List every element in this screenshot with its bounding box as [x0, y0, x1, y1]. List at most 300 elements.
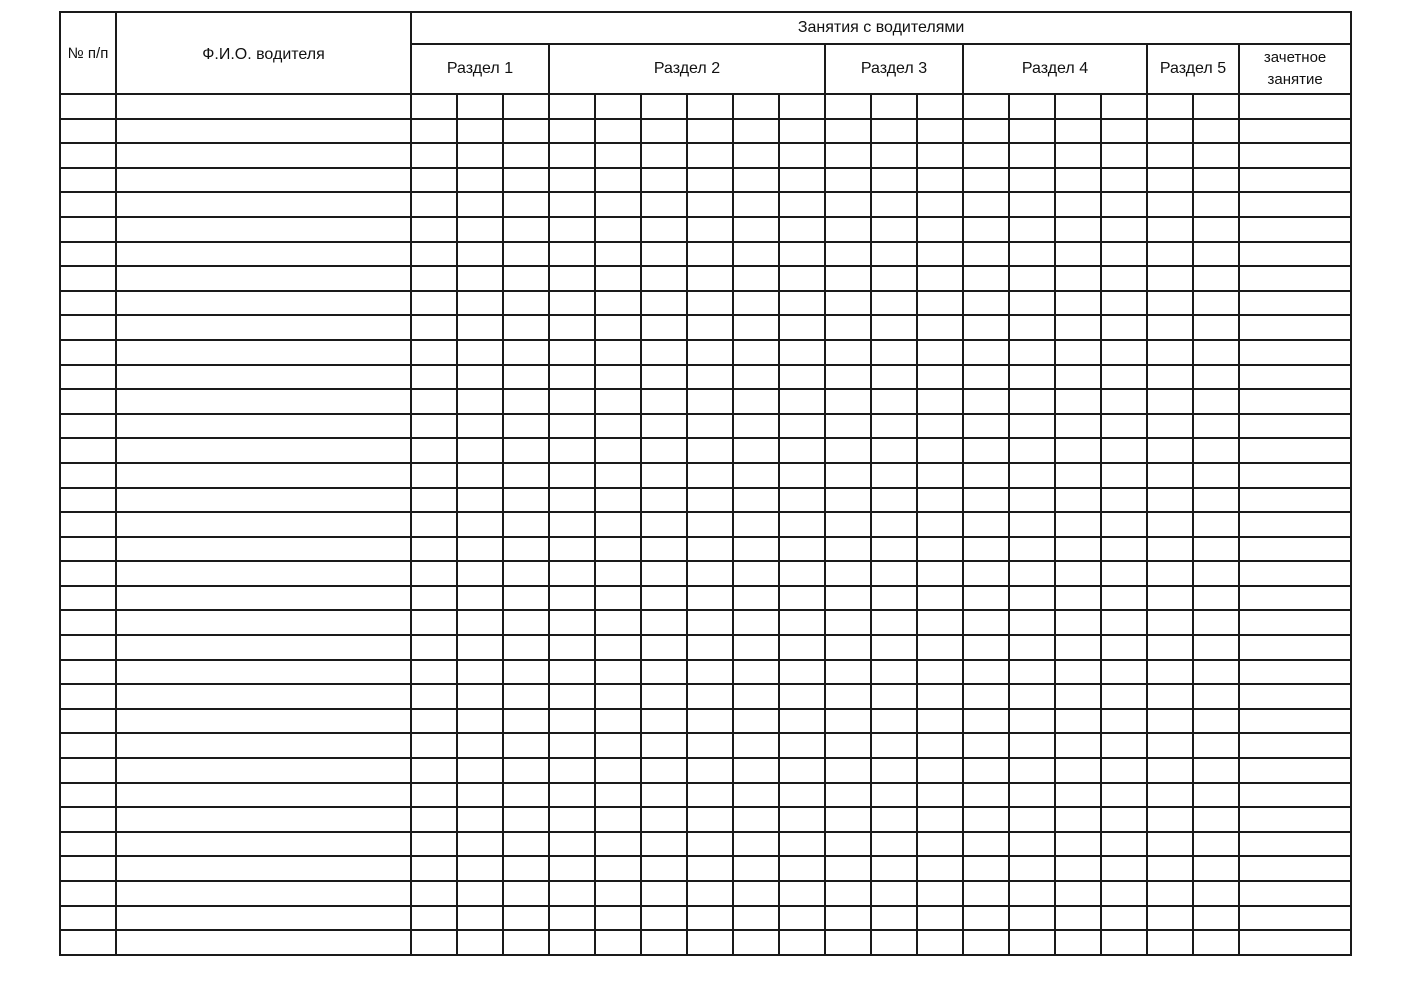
lesson-cell[interactable] — [549, 438, 595, 463]
lesson-cell[interactable] — [457, 414, 503, 439]
lesson-cell[interactable] — [411, 242, 457, 267]
lesson-cell[interactable] — [549, 856, 595, 881]
lesson-cell[interactable] — [503, 512, 549, 537]
lesson-cell[interactable] — [503, 537, 549, 562]
lesson-cell[interactable] — [917, 242, 963, 267]
lesson-cell[interactable] — [1193, 119, 1239, 144]
lesson-cell[interactable] — [595, 807, 641, 832]
lesson-cell[interactable] — [1193, 463, 1239, 488]
lesson-cell[interactable] — [595, 365, 641, 390]
lesson-cell[interactable] — [641, 365, 687, 390]
lesson-cell[interactable] — [825, 512, 871, 537]
lesson-cell[interactable] — [871, 340, 917, 365]
lesson-cell[interactable] — [687, 340, 733, 365]
lesson-cell[interactable] — [871, 930, 917, 955]
lesson-cell[interactable] — [963, 463, 1009, 488]
row-number-cell[interactable] — [60, 488, 116, 513]
lesson-cell[interactable] — [825, 758, 871, 783]
final-lesson-cell[interactable] — [1239, 119, 1351, 144]
lesson-cell[interactable] — [963, 94, 1009, 119]
lesson-cell[interactable] — [1193, 807, 1239, 832]
lesson-cell[interactable] — [1147, 930, 1193, 955]
lesson-cell[interactable] — [549, 733, 595, 758]
row-number-cell[interactable] — [60, 610, 116, 635]
lesson-cell[interactable] — [503, 709, 549, 734]
lesson-cell[interactable] — [1193, 684, 1239, 709]
lesson-cell[interactable] — [1193, 881, 1239, 906]
lesson-cell[interactable] — [1009, 783, 1055, 808]
lesson-cell[interactable] — [549, 315, 595, 340]
lesson-cell[interactable] — [779, 389, 825, 414]
lesson-cell[interactable] — [687, 610, 733, 635]
lesson-cell[interactable] — [1055, 733, 1101, 758]
lesson-cell[interactable] — [963, 266, 1009, 291]
lesson-cell[interactable] — [825, 832, 871, 857]
lesson-cell[interactable] — [1193, 635, 1239, 660]
lesson-cell[interactable] — [549, 561, 595, 586]
row-number-cell[interactable] — [60, 291, 116, 316]
lesson-cell[interactable] — [457, 783, 503, 808]
lesson-cell[interactable] — [779, 488, 825, 513]
lesson-cell[interactable] — [549, 807, 595, 832]
lesson-cell[interactable] — [457, 365, 503, 390]
row-number-cell[interactable] — [60, 143, 116, 168]
lesson-cell[interactable] — [595, 832, 641, 857]
driver-name-cell[interactable] — [116, 610, 411, 635]
lesson-cell[interactable] — [1147, 733, 1193, 758]
lesson-cell[interactable] — [549, 758, 595, 783]
lesson-cell[interactable] — [779, 832, 825, 857]
row-number-cell[interactable] — [60, 684, 116, 709]
lesson-cell[interactable] — [917, 94, 963, 119]
lesson-cell[interactable] — [411, 365, 457, 390]
lesson-cell[interactable] — [779, 906, 825, 931]
lesson-cell[interactable] — [1009, 561, 1055, 586]
lesson-cell[interactable] — [825, 365, 871, 390]
lesson-cell[interactable] — [595, 512, 641, 537]
lesson-cell[interactable] — [1055, 315, 1101, 340]
lesson-cell[interactable] — [687, 709, 733, 734]
lesson-cell[interactable] — [549, 119, 595, 144]
final-lesson-cell[interactable] — [1239, 930, 1351, 955]
lesson-cell[interactable] — [825, 119, 871, 144]
lesson-cell[interactable] — [1193, 365, 1239, 390]
lesson-cell[interactable] — [733, 365, 779, 390]
lesson-cell[interactable] — [733, 930, 779, 955]
lesson-cell[interactable] — [825, 438, 871, 463]
lesson-cell[interactable] — [779, 242, 825, 267]
lesson-cell[interactable] — [871, 192, 917, 217]
lesson-cell[interactable] — [779, 684, 825, 709]
lesson-cell[interactable] — [549, 143, 595, 168]
lesson-cell[interactable] — [1055, 856, 1101, 881]
row-number-cell[interactable] — [60, 217, 116, 242]
lesson-cell[interactable] — [457, 143, 503, 168]
lesson-cell[interactable] — [595, 709, 641, 734]
lesson-cell[interactable] — [871, 315, 917, 340]
lesson-cell[interactable] — [595, 684, 641, 709]
lesson-cell[interactable] — [1101, 758, 1147, 783]
lesson-cell[interactable] — [549, 242, 595, 267]
final-lesson-cell[interactable] — [1239, 807, 1351, 832]
lesson-cell[interactable] — [871, 365, 917, 390]
lesson-cell[interactable] — [779, 856, 825, 881]
lesson-cell[interactable] — [871, 758, 917, 783]
lesson-cell[interactable] — [917, 463, 963, 488]
lesson-cell[interactable] — [687, 365, 733, 390]
lesson-cell[interactable] — [549, 414, 595, 439]
lesson-cell[interactable] — [1101, 512, 1147, 537]
lesson-cell[interactable] — [1009, 414, 1055, 439]
lesson-cell[interactable] — [825, 635, 871, 660]
lesson-cell[interactable] — [1055, 660, 1101, 685]
lesson-cell[interactable] — [1101, 94, 1147, 119]
lesson-cell[interactable] — [503, 365, 549, 390]
lesson-cell[interactable] — [733, 242, 779, 267]
lesson-cell[interactable] — [871, 389, 917, 414]
lesson-cell[interactable] — [1147, 684, 1193, 709]
driver-name-cell[interactable] — [116, 733, 411, 758]
lesson-cell[interactable] — [687, 266, 733, 291]
lesson-cell[interactable] — [825, 660, 871, 685]
lesson-cell[interactable] — [457, 94, 503, 119]
lesson-cell[interactable] — [641, 512, 687, 537]
lesson-cell[interactable] — [687, 512, 733, 537]
lesson-cell[interactable] — [733, 488, 779, 513]
lesson-cell[interactable] — [825, 906, 871, 931]
lesson-cell[interactable] — [595, 537, 641, 562]
lesson-cell[interactable] — [917, 783, 963, 808]
lesson-cell[interactable] — [503, 586, 549, 611]
lesson-cell[interactable] — [917, 365, 963, 390]
lesson-cell[interactable] — [641, 168, 687, 193]
lesson-cell[interactable] — [1147, 586, 1193, 611]
row-number-cell[interactable] — [60, 807, 116, 832]
lesson-cell[interactable] — [457, 488, 503, 513]
lesson-cell[interactable] — [1193, 143, 1239, 168]
lesson-cell[interactable] — [1055, 709, 1101, 734]
lesson-cell[interactable] — [871, 807, 917, 832]
lesson-cell[interactable] — [917, 709, 963, 734]
lesson-cell[interactable] — [1055, 463, 1101, 488]
lesson-cell[interactable] — [411, 881, 457, 906]
lesson-cell[interactable] — [641, 832, 687, 857]
lesson-cell[interactable] — [1147, 365, 1193, 390]
lesson-cell[interactable] — [1147, 488, 1193, 513]
final-lesson-cell[interactable] — [1239, 856, 1351, 881]
lesson-cell[interactable] — [411, 192, 457, 217]
lesson-cell[interactable] — [641, 340, 687, 365]
lesson-cell[interactable] — [687, 488, 733, 513]
lesson-cell[interactable] — [503, 906, 549, 931]
lesson-cell[interactable] — [871, 783, 917, 808]
lesson-cell[interactable] — [1009, 832, 1055, 857]
lesson-cell[interactable] — [687, 414, 733, 439]
row-number-cell[interactable] — [60, 758, 116, 783]
row-number-cell[interactable] — [60, 733, 116, 758]
lesson-cell[interactable] — [1193, 537, 1239, 562]
row-number-cell[interactable] — [60, 463, 116, 488]
final-lesson-cell[interactable] — [1239, 783, 1351, 808]
lesson-cell[interactable] — [641, 315, 687, 340]
lesson-cell[interactable] — [871, 414, 917, 439]
lesson-cell[interactable] — [1101, 561, 1147, 586]
lesson-cell[interactable] — [733, 291, 779, 316]
lesson-cell[interactable] — [733, 217, 779, 242]
lesson-cell[interactable] — [1147, 807, 1193, 832]
lesson-cell[interactable] — [825, 242, 871, 267]
lesson-cell[interactable] — [457, 906, 503, 931]
lesson-cell[interactable] — [917, 143, 963, 168]
lesson-cell[interactable] — [1193, 389, 1239, 414]
final-lesson-cell[interactable] — [1239, 340, 1351, 365]
lesson-cell[interactable] — [917, 340, 963, 365]
lesson-cell[interactable] — [1009, 340, 1055, 365]
driver-name-cell[interactable] — [116, 463, 411, 488]
row-number-cell[interactable] — [60, 930, 116, 955]
lesson-cell[interactable] — [641, 143, 687, 168]
lesson-cell[interactable] — [1009, 192, 1055, 217]
lesson-cell[interactable] — [1055, 266, 1101, 291]
lesson-cell[interactable] — [687, 783, 733, 808]
lesson-cell[interactable] — [825, 291, 871, 316]
lesson-cell[interactable] — [963, 217, 1009, 242]
lesson-cell[interactable] — [1055, 783, 1101, 808]
lesson-cell[interactable] — [825, 168, 871, 193]
lesson-cell[interactable] — [871, 537, 917, 562]
lesson-cell[interactable] — [871, 119, 917, 144]
lesson-cell[interactable] — [1101, 365, 1147, 390]
lesson-cell[interactable] — [963, 488, 1009, 513]
lesson-cell[interactable] — [1193, 291, 1239, 316]
lesson-cell[interactable] — [1101, 463, 1147, 488]
lesson-cell[interactable] — [963, 635, 1009, 660]
lesson-cell[interactable] — [1147, 242, 1193, 267]
lesson-cell[interactable] — [687, 586, 733, 611]
lesson-cell[interactable] — [457, 242, 503, 267]
lesson-cell[interactable] — [779, 537, 825, 562]
lesson-cell[interactable] — [687, 660, 733, 685]
lesson-cell[interactable] — [871, 291, 917, 316]
lesson-cell[interactable] — [641, 709, 687, 734]
lesson-cell[interactable] — [457, 315, 503, 340]
lesson-cell[interactable] — [963, 192, 1009, 217]
driver-name-cell[interactable] — [116, 561, 411, 586]
lesson-cell[interactable] — [1101, 168, 1147, 193]
lesson-cell[interactable] — [1193, 561, 1239, 586]
lesson-cell[interactable] — [549, 365, 595, 390]
lesson-cell[interactable] — [1193, 488, 1239, 513]
lesson-cell[interactable] — [963, 709, 1009, 734]
lesson-cell[interactable] — [595, 389, 641, 414]
lesson-cell[interactable] — [779, 266, 825, 291]
lesson-cell[interactable] — [595, 930, 641, 955]
row-number-cell[interactable] — [60, 709, 116, 734]
lesson-cell[interactable] — [457, 168, 503, 193]
lesson-cell[interactable] — [1193, 266, 1239, 291]
lesson-cell[interactable] — [871, 733, 917, 758]
lesson-cell[interactable] — [1101, 906, 1147, 931]
lesson-cell[interactable] — [687, 217, 733, 242]
driver-name-cell[interactable] — [116, 906, 411, 931]
driver-name-cell[interactable] — [116, 192, 411, 217]
lesson-cell[interactable] — [595, 586, 641, 611]
lesson-cell[interactable] — [1055, 758, 1101, 783]
lesson-cell[interactable] — [1101, 315, 1147, 340]
lesson-cell[interactable] — [503, 832, 549, 857]
lesson-cell[interactable] — [1147, 266, 1193, 291]
lesson-cell[interactable] — [687, 315, 733, 340]
lesson-cell[interactable] — [1101, 119, 1147, 144]
lesson-cell[interactable] — [871, 586, 917, 611]
lesson-cell[interactable] — [825, 783, 871, 808]
lesson-cell[interactable] — [1147, 119, 1193, 144]
lesson-cell[interactable] — [1101, 660, 1147, 685]
lesson-cell[interactable] — [733, 733, 779, 758]
lesson-cell[interactable] — [641, 684, 687, 709]
driver-name-cell[interactable] — [116, 832, 411, 857]
lesson-cell[interactable] — [1147, 512, 1193, 537]
lesson-cell[interactable] — [549, 930, 595, 955]
lesson-cell[interactable] — [1055, 488, 1101, 513]
lesson-cell[interactable] — [1147, 881, 1193, 906]
final-lesson-cell[interactable] — [1239, 684, 1351, 709]
lesson-cell[interactable] — [1193, 758, 1239, 783]
driver-name-cell[interactable] — [116, 242, 411, 267]
lesson-cell[interactable] — [1009, 537, 1055, 562]
lesson-cell[interactable] — [1055, 340, 1101, 365]
final-lesson-cell[interactable] — [1239, 438, 1351, 463]
lesson-cell[interactable] — [1101, 192, 1147, 217]
lesson-cell[interactable] — [1147, 340, 1193, 365]
lesson-cell[interactable] — [963, 807, 1009, 832]
row-number-cell[interactable] — [60, 906, 116, 931]
lesson-cell[interactable] — [1101, 586, 1147, 611]
driver-name-cell[interactable] — [116, 291, 411, 316]
driver-name-cell[interactable] — [116, 512, 411, 537]
lesson-cell[interactable] — [871, 906, 917, 931]
lesson-cell[interactable] — [825, 315, 871, 340]
lesson-cell[interactable] — [1055, 119, 1101, 144]
lesson-cell[interactable] — [641, 758, 687, 783]
lesson-cell[interactable] — [871, 684, 917, 709]
lesson-cell[interactable] — [1055, 561, 1101, 586]
lesson-cell[interactable] — [779, 365, 825, 390]
lesson-cell[interactable] — [687, 537, 733, 562]
lesson-cell[interactable] — [549, 192, 595, 217]
lesson-cell[interactable] — [549, 488, 595, 513]
lesson-cell[interactable] — [733, 807, 779, 832]
lesson-cell[interactable] — [1009, 488, 1055, 513]
driver-name-cell[interactable] — [116, 94, 411, 119]
row-number-cell[interactable] — [60, 192, 116, 217]
lesson-cell[interactable] — [1147, 610, 1193, 635]
lesson-cell[interactable] — [1009, 94, 1055, 119]
lesson-cell[interactable] — [963, 315, 1009, 340]
lesson-cell[interactable] — [917, 414, 963, 439]
lesson-cell[interactable] — [825, 94, 871, 119]
lesson-cell[interactable] — [457, 291, 503, 316]
lesson-cell[interactable] — [917, 119, 963, 144]
lesson-cell[interactable] — [411, 783, 457, 808]
lesson-cell[interactable] — [1101, 242, 1147, 267]
lesson-cell[interactable] — [825, 561, 871, 586]
lesson-cell[interactable] — [503, 242, 549, 267]
lesson-cell[interactable] — [1147, 635, 1193, 660]
lesson-cell[interactable] — [871, 463, 917, 488]
lesson-cell[interactable] — [549, 266, 595, 291]
lesson-cell[interactable] — [917, 635, 963, 660]
lesson-cell[interactable] — [641, 610, 687, 635]
lesson-cell[interactable] — [1147, 783, 1193, 808]
lesson-cell[interactable] — [457, 340, 503, 365]
lesson-cell[interactable] — [1055, 906, 1101, 931]
lesson-cell[interactable] — [457, 512, 503, 537]
lesson-cell[interactable] — [641, 586, 687, 611]
lesson-cell[interactable] — [963, 242, 1009, 267]
lesson-cell[interactable] — [1147, 537, 1193, 562]
lesson-cell[interactable] — [687, 684, 733, 709]
lesson-cell[interactable] — [733, 881, 779, 906]
lesson-cell[interactable] — [779, 733, 825, 758]
lesson-cell[interactable] — [1009, 733, 1055, 758]
lesson-cell[interactable] — [641, 930, 687, 955]
lesson-cell[interactable] — [595, 758, 641, 783]
lesson-cell[interactable] — [963, 168, 1009, 193]
lesson-cell[interactable] — [917, 389, 963, 414]
lesson-cell[interactable] — [733, 143, 779, 168]
final-lesson-cell[interactable] — [1239, 733, 1351, 758]
lesson-cell[interactable] — [641, 733, 687, 758]
lesson-cell[interactable] — [779, 94, 825, 119]
lesson-cell[interactable] — [733, 340, 779, 365]
lesson-cell[interactable] — [641, 807, 687, 832]
lesson-cell[interactable] — [779, 143, 825, 168]
lesson-cell[interactable] — [1009, 635, 1055, 660]
lesson-cell[interactable] — [779, 635, 825, 660]
lesson-cell[interactable] — [641, 414, 687, 439]
lesson-cell[interactable] — [1009, 389, 1055, 414]
lesson-cell[interactable] — [1101, 709, 1147, 734]
lesson-cell[interactable] — [871, 881, 917, 906]
driver-name-cell[interactable] — [116, 143, 411, 168]
lesson-cell[interactable] — [411, 389, 457, 414]
lesson-cell[interactable] — [1193, 610, 1239, 635]
lesson-cell[interactable] — [641, 94, 687, 119]
lesson-cell[interactable] — [549, 783, 595, 808]
lesson-cell[interactable] — [1193, 783, 1239, 808]
lesson-cell[interactable] — [503, 315, 549, 340]
lesson-cell[interactable] — [1193, 709, 1239, 734]
row-number-cell[interactable] — [60, 414, 116, 439]
lesson-cell[interactable] — [779, 807, 825, 832]
final-lesson-cell[interactable] — [1239, 610, 1351, 635]
lesson-cell[interactable] — [825, 709, 871, 734]
lesson-cell[interactable] — [825, 488, 871, 513]
lesson-cell[interactable] — [1055, 684, 1101, 709]
lesson-cell[interactable] — [457, 561, 503, 586]
lesson-cell[interactable] — [779, 463, 825, 488]
lesson-cell[interactable] — [549, 610, 595, 635]
lesson-cell[interactable] — [825, 586, 871, 611]
lesson-cell[interactable] — [641, 783, 687, 808]
lesson-cell[interactable] — [687, 242, 733, 267]
lesson-cell[interactable] — [825, 881, 871, 906]
lesson-cell[interactable] — [595, 315, 641, 340]
driver-name-cell[interactable] — [116, 340, 411, 365]
lesson-cell[interactable] — [503, 783, 549, 808]
lesson-cell[interactable] — [917, 315, 963, 340]
